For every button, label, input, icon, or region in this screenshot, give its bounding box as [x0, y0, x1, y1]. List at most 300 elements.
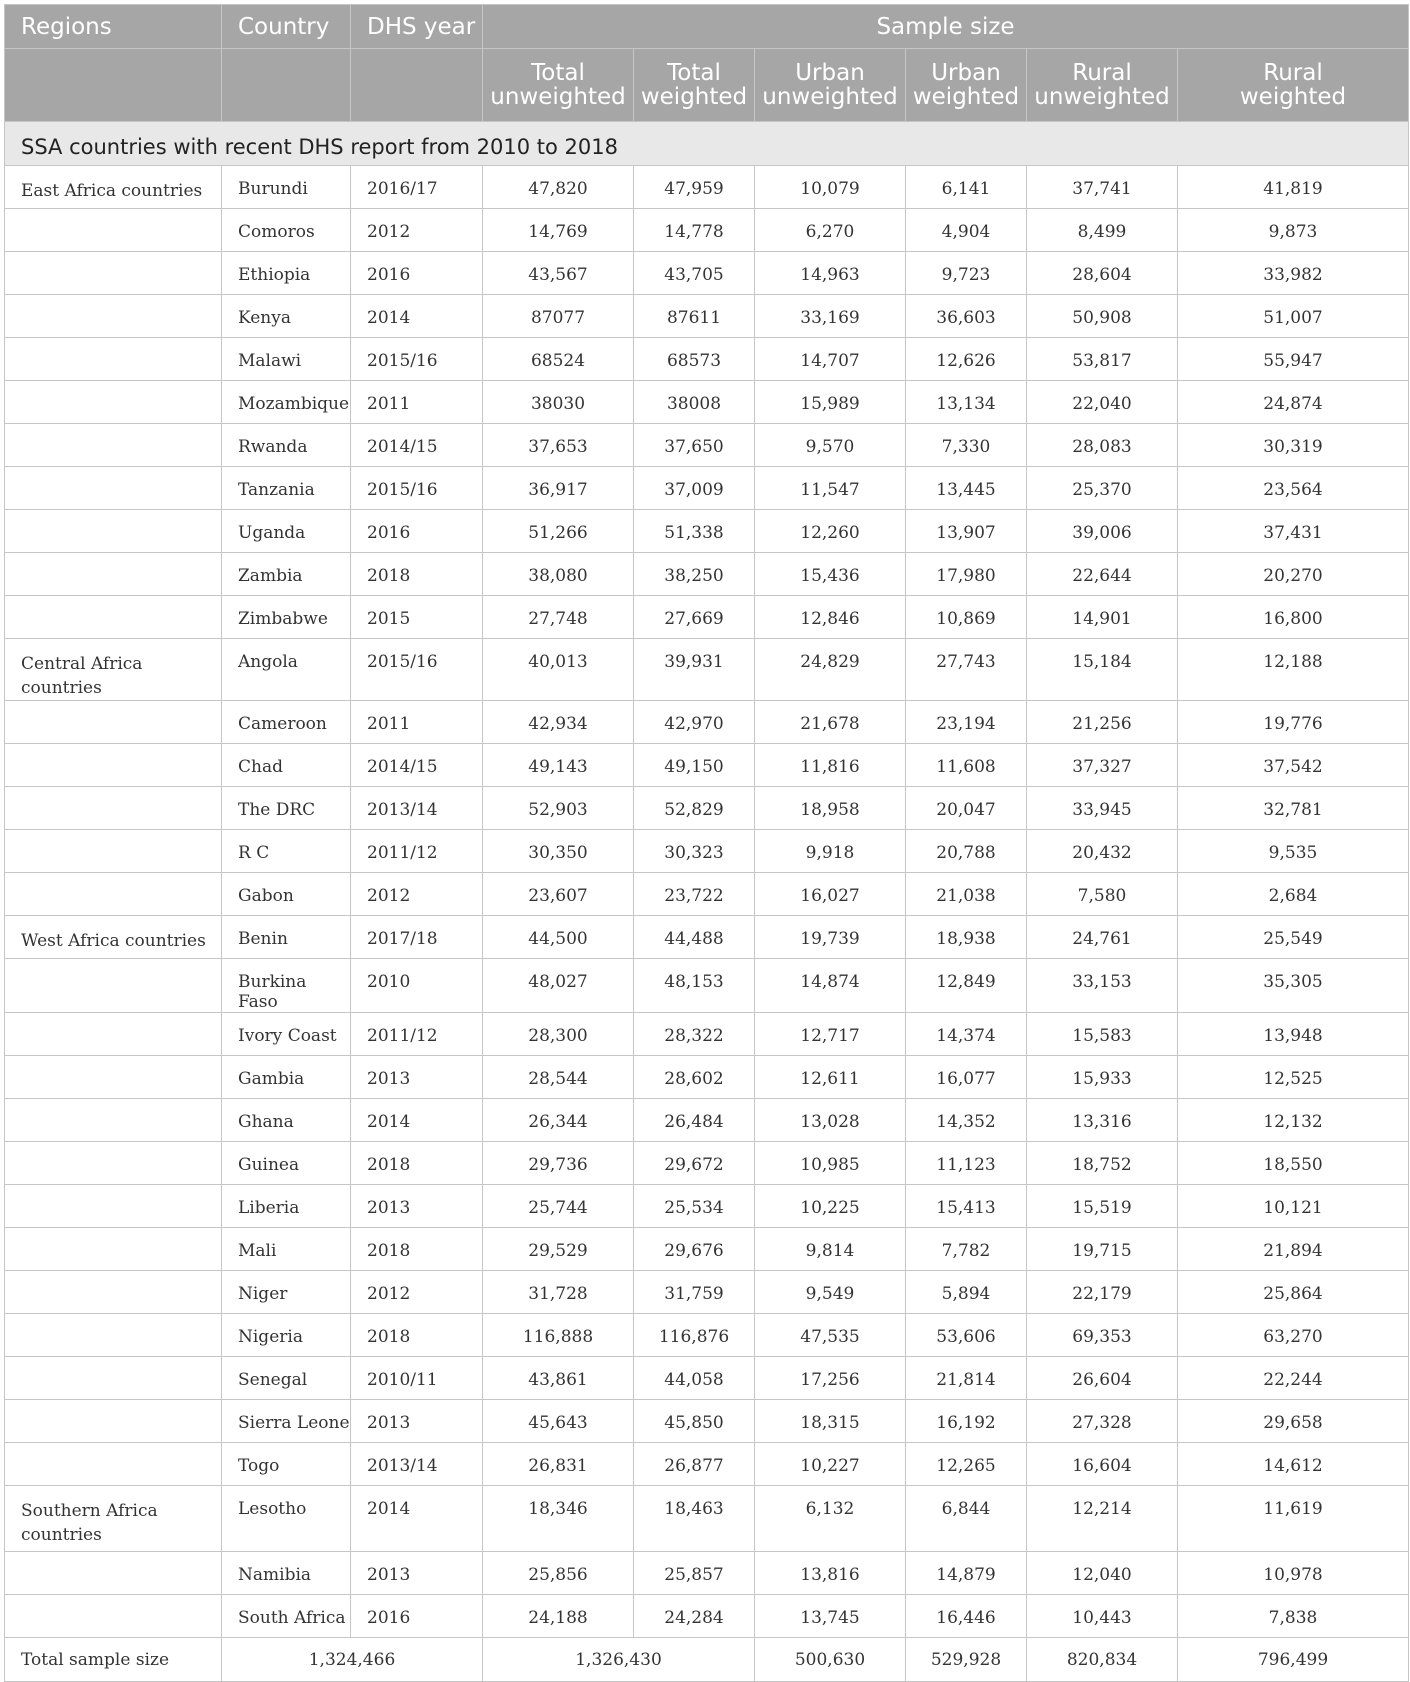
value-cell: 14,874 [755, 959, 906, 1013]
value-cell: 39,931 [634, 639, 755, 701]
year-cell: 2014 [351, 1486, 483, 1552]
table-row [5, 166, 1409, 209]
year-cell: 2013/14 [351, 787, 483, 830]
value-cell: 47,820 [483, 166, 634, 209]
value-cell: 16,192 [906, 1400, 1027, 1443]
value-cell: 20,788 [906, 830, 1027, 873]
value-cell: 7,838 [1178, 1595, 1409, 1638]
value-cell: 27,748 [483, 596, 634, 639]
region-cell [5, 1056, 222, 1099]
value-cell: 47,535 [755, 1314, 906, 1357]
region-cell [5, 1357, 222, 1400]
value-cell: 33,945 [1027, 787, 1178, 830]
region-cell [5, 295, 222, 338]
value-cell: 11,547 [755, 467, 906, 510]
value-cell: 69,353 [1027, 1314, 1178, 1357]
value-cell: 13,745 [755, 1595, 906, 1638]
value-cell: 10,985 [755, 1142, 906, 1185]
value-cell: 10,443 [1027, 1595, 1178, 1638]
value-cell: 38,250 [634, 553, 755, 596]
total-value-cell: 1,324,466 [222, 1638, 483, 1682]
region-cell [5, 424, 222, 467]
table-row [5, 424, 1409, 467]
country-cell: Burundi [222, 166, 351, 209]
value-cell: 12,525 [1178, 1056, 1409, 1099]
value-cell: 7,580 [1027, 873, 1178, 916]
value-cell: 19,776 [1178, 701, 1409, 744]
table-row [5, 596, 1409, 639]
table-container [4, 4, 1408, 1682]
value-cell: 20,047 [906, 787, 1027, 830]
region-cell [5, 1271, 222, 1314]
value-cell: 9,918 [755, 830, 906, 873]
year-cell: 2014 [351, 1099, 483, 1142]
value-cell: 16,800 [1178, 596, 1409, 639]
country-cell: Mozambique [222, 381, 351, 424]
value-cell: 43,861 [483, 1357, 634, 1400]
value-cell: 29,658 [1178, 1400, 1409, 1443]
value-cell: 12,849 [906, 959, 1027, 1013]
value-cell: 6,844 [906, 1486, 1027, 1552]
value-cell: 51,007 [1178, 295, 1409, 338]
value-cell: 42,934 [483, 701, 634, 744]
value-cell: 29,672 [634, 1142, 755, 1185]
header-total-unweighted: Total unweighted [483, 49, 634, 122]
value-cell: 25,856 [483, 1552, 634, 1595]
country-cell: Mali [222, 1228, 351, 1271]
value-cell: 15,583 [1027, 1013, 1178, 1056]
country-cell: Cameroon [222, 701, 351, 744]
value-cell: 25,534 [634, 1185, 755, 1228]
region-cell [5, 553, 222, 596]
value-cell: 28,083 [1027, 424, 1178, 467]
value-cell: 24,829 [755, 639, 906, 701]
value-cell: 33,169 [755, 295, 906, 338]
header-country: Country [222, 5, 351, 49]
country-cell: The DRC [222, 787, 351, 830]
region-cell [5, 830, 222, 873]
table-row [5, 209, 1409, 252]
year-cell: 2016 [351, 510, 483, 553]
value-cell: 43,567 [483, 252, 634, 295]
table-row [5, 1142, 1409, 1185]
value-cell: 68524 [483, 338, 634, 381]
value-cell: 25,857 [634, 1552, 755, 1595]
region-cell [5, 209, 222, 252]
year-cell: 2018 [351, 553, 483, 596]
country-cell: Angola [222, 639, 351, 701]
value-cell: 25,744 [483, 1185, 634, 1228]
year-cell: 2018 [351, 1142, 483, 1185]
year-cell: 2018 [351, 1228, 483, 1271]
value-cell: 15,184 [1027, 639, 1178, 701]
table-row [5, 1400, 1409, 1443]
region-cell [5, 787, 222, 830]
value-cell: 15,519 [1027, 1185, 1178, 1228]
table-row [5, 639, 1409, 701]
value-cell: 12,260 [755, 510, 906, 553]
region-cell [5, 381, 222, 424]
value-cell: 13,907 [906, 510, 1027, 553]
section-title: SSA countries with recent DHS report from 2010 to 2018 [5, 122, 1409, 166]
value-cell: 10,121 [1178, 1185, 1409, 1228]
value-cell: 17,980 [906, 553, 1027, 596]
value-cell: 26,877 [634, 1443, 755, 1486]
country-cell: Tanzania [222, 467, 351, 510]
value-cell: 14,963 [755, 252, 906, 295]
value-cell: 20,270 [1178, 553, 1409, 596]
table-row [5, 1013, 1409, 1056]
value-cell: 21,678 [755, 701, 906, 744]
value-cell: 26,484 [634, 1099, 755, 1142]
country-cell: Benin [222, 916, 351, 959]
country-cell: Lesotho [222, 1486, 351, 1552]
value-cell: 16,604 [1027, 1443, 1178, 1486]
value-cell: 23,722 [634, 873, 755, 916]
value-cell: 23,607 [483, 873, 634, 916]
value-cell: 63,270 [1178, 1314, 1409, 1357]
header-dhs-year: DHS year [351, 5, 483, 49]
value-cell: 18,463 [634, 1486, 755, 1552]
value-cell: 116,888 [483, 1314, 634, 1357]
value-cell: 24,188 [483, 1595, 634, 1638]
value-cell: 44,500 [483, 916, 634, 959]
value-cell: 6,141 [906, 166, 1027, 209]
table-row [5, 467, 1409, 510]
table-row [5, 873, 1409, 916]
total-value-cell: 796,499 [1178, 1638, 1409, 1682]
region-cell [5, 338, 222, 381]
value-cell: 21,038 [906, 873, 1027, 916]
header-urban-unweighted: Urban unweighted [755, 49, 906, 122]
total-value-cell: 820,834 [1027, 1638, 1178, 1682]
value-cell: 27,743 [906, 639, 1027, 701]
table-row [5, 1271, 1409, 1314]
value-cell: 12,611 [755, 1056, 906, 1099]
region-cell [5, 596, 222, 639]
header-blank-year [351, 49, 483, 122]
value-cell: 29,676 [634, 1228, 755, 1271]
region-cell [5, 1013, 222, 1056]
year-cell: 2016/17 [351, 166, 483, 209]
header-sample-size: Sample size [483, 5, 1409, 49]
value-cell: 5,894 [906, 1271, 1027, 1314]
value-cell: 29,529 [483, 1228, 634, 1271]
value-cell: 13,316 [1027, 1099, 1178, 1142]
value-cell: 24,284 [634, 1595, 755, 1638]
total-value-cell: 529,928 [906, 1638, 1027, 1682]
table-row [5, 1185, 1409, 1228]
value-cell: 26,604 [1027, 1357, 1178, 1400]
value-cell: 23,564 [1178, 467, 1409, 510]
value-cell: 16,446 [906, 1595, 1027, 1638]
value-cell: 52,829 [634, 787, 755, 830]
region-cell [5, 1314, 222, 1357]
region-cell [5, 1443, 222, 1486]
value-cell: 116,876 [634, 1314, 755, 1357]
value-cell: 53,817 [1027, 338, 1178, 381]
header-regions: Regions [5, 5, 222, 49]
value-cell: 12,214 [1027, 1486, 1178, 1552]
value-cell: 13,134 [906, 381, 1027, 424]
region-cell: Southern Africa countries [5, 1486, 222, 1552]
value-cell: 14,879 [906, 1552, 1027, 1595]
value-cell: 40,013 [483, 639, 634, 701]
value-cell: 18,938 [906, 916, 1027, 959]
table-row [5, 959, 1409, 1013]
value-cell: 19,739 [755, 916, 906, 959]
region-cell [5, 1400, 222, 1443]
value-cell: 6,270 [755, 209, 906, 252]
country-cell: Togo [222, 1443, 351, 1486]
table-row [5, 1228, 1409, 1271]
year-cell: 2016 [351, 1595, 483, 1638]
value-cell: 14,612 [1178, 1443, 1409, 1486]
value-cell: 37,650 [634, 424, 755, 467]
value-cell: 14,901 [1027, 596, 1178, 639]
value-cell: 18,958 [755, 787, 906, 830]
value-cell: 11,608 [906, 744, 1027, 787]
header-blank-country [222, 49, 351, 122]
value-cell: 48,153 [634, 959, 755, 1013]
value-cell: 13,816 [755, 1552, 906, 1595]
header-blank-regions [5, 49, 222, 122]
value-cell: 25,549 [1178, 916, 1409, 959]
value-cell: 47,959 [634, 166, 755, 209]
region-cell [5, 252, 222, 295]
value-cell: 18,346 [483, 1486, 634, 1552]
table-row [5, 1552, 1409, 1595]
country-cell: Nigeria [222, 1314, 351, 1357]
value-cell: 25,864 [1178, 1271, 1409, 1314]
value-cell: 24,874 [1178, 381, 1409, 424]
year-cell: 2013/14 [351, 1443, 483, 1486]
country-cell: Niger [222, 1271, 351, 1314]
value-cell: 7,782 [906, 1228, 1027, 1271]
region-cell [5, 744, 222, 787]
country-cell: Namibia [222, 1552, 351, 1595]
value-cell: 12,188 [1178, 639, 1409, 701]
year-cell: 2015/16 [351, 467, 483, 510]
year-cell: 2014/15 [351, 424, 483, 467]
value-cell: 10,978 [1178, 1552, 1409, 1595]
value-cell: 44,058 [634, 1357, 755, 1400]
value-cell: 37,431 [1178, 510, 1409, 553]
value-cell: 28,602 [634, 1056, 755, 1099]
header-rural-unweighted: Rural unweighted [1027, 49, 1178, 122]
region-cell [5, 510, 222, 553]
country-cell: Ethiopia [222, 252, 351, 295]
country-cell: Gambia [222, 1056, 351, 1099]
value-cell: 13,948 [1178, 1013, 1409, 1056]
country-cell: Gabon [222, 873, 351, 916]
value-cell: 31,759 [634, 1271, 755, 1314]
value-cell: 12,846 [755, 596, 906, 639]
value-cell: 12,040 [1027, 1552, 1178, 1595]
country-cell: Zimbabwe [222, 596, 351, 639]
value-cell: 24,761 [1027, 916, 1178, 959]
year-cell: 2011/12 [351, 1013, 483, 1056]
country-cell: Uganda [222, 510, 351, 553]
table-row [5, 1314, 1409, 1357]
value-cell: 6,132 [755, 1486, 906, 1552]
region-cell [5, 1142, 222, 1185]
value-cell: 9,723 [906, 252, 1027, 295]
region-cell [5, 1595, 222, 1638]
year-cell: 2018 [351, 1314, 483, 1357]
value-cell: 50,908 [1027, 295, 1178, 338]
value-cell: 41,819 [1178, 166, 1409, 209]
value-cell: 10,225 [755, 1185, 906, 1228]
value-cell: 21,256 [1027, 701, 1178, 744]
value-cell: 7,330 [906, 424, 1027, 467]
value-cell: 22,644 [1027, 553, 1178, 596]
year-cell: 2013 [351, 1056, 483, 1099]
table-row [5, 510, 1409, 553]
country-cell: Liberia [222, 1185, 351, 1228]
region-cell [5, 701, 222, 744]
table-row [5, 553, 1409, 596]
value-cell: 12,132 [1178, 1099, 1409, 1142]
value-cell: 87077 [483, 295, 634, 338]
total-value-cell: 500,630 [755, 1638, 906, 1682]
value-cell: 44,488 [634, 916, 755, 959]
value-cell: 53,606 [906, 1314, 1027, 1357]
table-row [5, 916, 1409, 959]
value-cell: 51,338 [634, 510, 755, 553]
value-cell: 15,989 [755, 381, 906, 424]
region-cell [5, 1185, 222, 1228]
value-cell: 45,850 [634, 1400, 755, 1443]
region-cell [5, 1228, 222, 1271]
value-cell: 29,736 [483, 1142, 634, 1185]
value-cell: 9,535 [1178, 830, 1409, 873]
country-cell: Guinea [222, 1142, 351, 1185]
year-cell: 2012 [351, 873, 483, 916]
value-cell: 22,040 [1027, 381, 1178, 424]
table-row [5, 1056, 1409, 1099]
value-cell: 9,549 [755, 1271, 906, 1314]
country-cell: Rwanda [222, 424, 351, 467]
value-cell: 14,707 [755, 338, 906, 381]
value-cell: 18,752 [1027, 1142, 1178, 1185]
value-cell: 68573 [634, 338, 755, 381]
value-cell: 36,603 [906, 295, 1027, 338]
value-cell: 31,728 [483, 1271, 634, 1314]
value-cell: 36,917 [483, 467, 634, 510]
value-cell: 18,315 [755, 1400, 906, 1443]
value-cell: 14,374 [906, 1013, 1027, 1056]
year-cell: 2013 [351, 1185, 483, 1228]
table-row [5, 787, 1409, 830]
year-cell: 2015 [351, 596, 483, 639]
value-cell: 28,544 [483, 1056, 634, 1099]
value-cell: 37,741 [1027, 166, 1178, 209]
value-cell: 30,319 [1178, 424, 1409, 467]
value-cell: 33,982 [1178, 252, 1409, 295]
region-cell: East Africa countries [5, 166, 222, 209]
value-cell: 14,352 [906, 1099, 1027, 1142]
year-cell: 2013 [351, 1552, 483, 1595]
table-row [5, 252, 1409, 295]
value-cell: 11,123 [906, 1142, 1027, 1185]
value-cell: 52,903 [483, 787, 634, 830]
value-cell: 38,080 [483, 553, 634, 596]
value-cell: 42,970 [634, 701, 755, 744]
header-urban-weighted: Urban weighted [906, 49, 1027, 122]
value-cell: 49,150 [634, 744, 755, 787]
value-cell: 48,027 [483, 959, 634, 1013]
value-cell: 14,769 [483, 209, 634, 252]
year-cell: 2010/11 [351, 1357, 483, 1400]
value-cell: 15,413 [906, 1185, 1027, 1228]
table-row [5, 701, 1409, 744]
value-cell: 35,305 [1178, 959, 1409, 1013]
value-cell: 37,327 [1027, 744, 1178, 787]
value-cell: 22,244 [1178, 1357, 1409, 1400]
value-cell: 30,350 [483, 830, 634, 873]
value-cell: 18,550 [1178, 1142, 1409, 1185]
value-cell: 25,370 [1027, 467, 1178, 510]
table-row [5, 338, 1409, 381]
table-row [5, 1357, 1409, 1400]
table-row [5, 381, 1409, 424]
value-cell: 14,778 [634, 209, 755, 252]
value-cell: 37,542 [1178, 744, 1409, 787]
value-cell: 10,079 [755, 166, 906, 209]
year-cell: 2017/18 [351, 916, 483, 959]
value-cell: 38008 [634, 381, 755, 424]
region-cell [5, 1099, 222, 1142]
value-cell: 9,873 [1178, 209, 1409, 252]
value-cell: 28,322 [634, 1013, 755, 1056]
value-cell: 12,265 [906, 1443, 1027, 1486]
year-cell: 2012 [351, 209, 483, 252]
table-row [5, 744, 1409, 787]
dhs-sample-size-table [4, 4, 1409, 1682]
value-cell: 20,432 [1027, 830, 1178, 873]
table-row [5, 1443, 1409, 1486]
year-cell: 2016 [351, 252, 483, 295]
region-cell [5, 873, 222, 916]
country-cell: Malawi [222, 338, 351, 381]
table-row [5, 1099, 1409, 1142]
header-total-weighted: Total weighted [634, 49, 755, 122]
table-row [5, 1595, 1409, 1638]
value-cell: 12,717 [755, 1013, 906, 1056]
country-cell: Ivory Coast [222, 1013, 351, 1056]
country-cell: Kenya [222, 295, 351, 338]
header-rural-weighted: Rural weighted [1178, 49, 1409, 122]
country-cell: R C [222, 830, 351, 873]
country-cell: South Africa [222, 1595, 351, 1638]
value-cell: 13,445 [906, 467, 1027, 510]
year-cell: 2013 [351, 1400, 483, 1443]
value-cell: 11,816 [755, 744, 906, 787]
value-cell: 12,626 [906, 338, 1027, 381]
region-cell [5, 959, 222, 1013]
value-cell: 21,814 [906, 1357, 1027, 1400]
value-cell: 11,619 [1178, 1486, 1409, 1552]
year-cell: 2010 [351, 959, 483, 1013]
total-row [5, 1638, 1409, 1682]
value-cell: 51,266 [483, 510, 634, 553]
value-cell: 2,684 [1178, 873, 1409, 916]
year-cell: 2011/12 [351, 830, 483, 873]
value-cell: 37,653 [483, 424, 634, 467]
value-cell: 45,643 [483, 1400, 634, 1443]
value-cell: 30,323 [634, 830, 755, 873]
